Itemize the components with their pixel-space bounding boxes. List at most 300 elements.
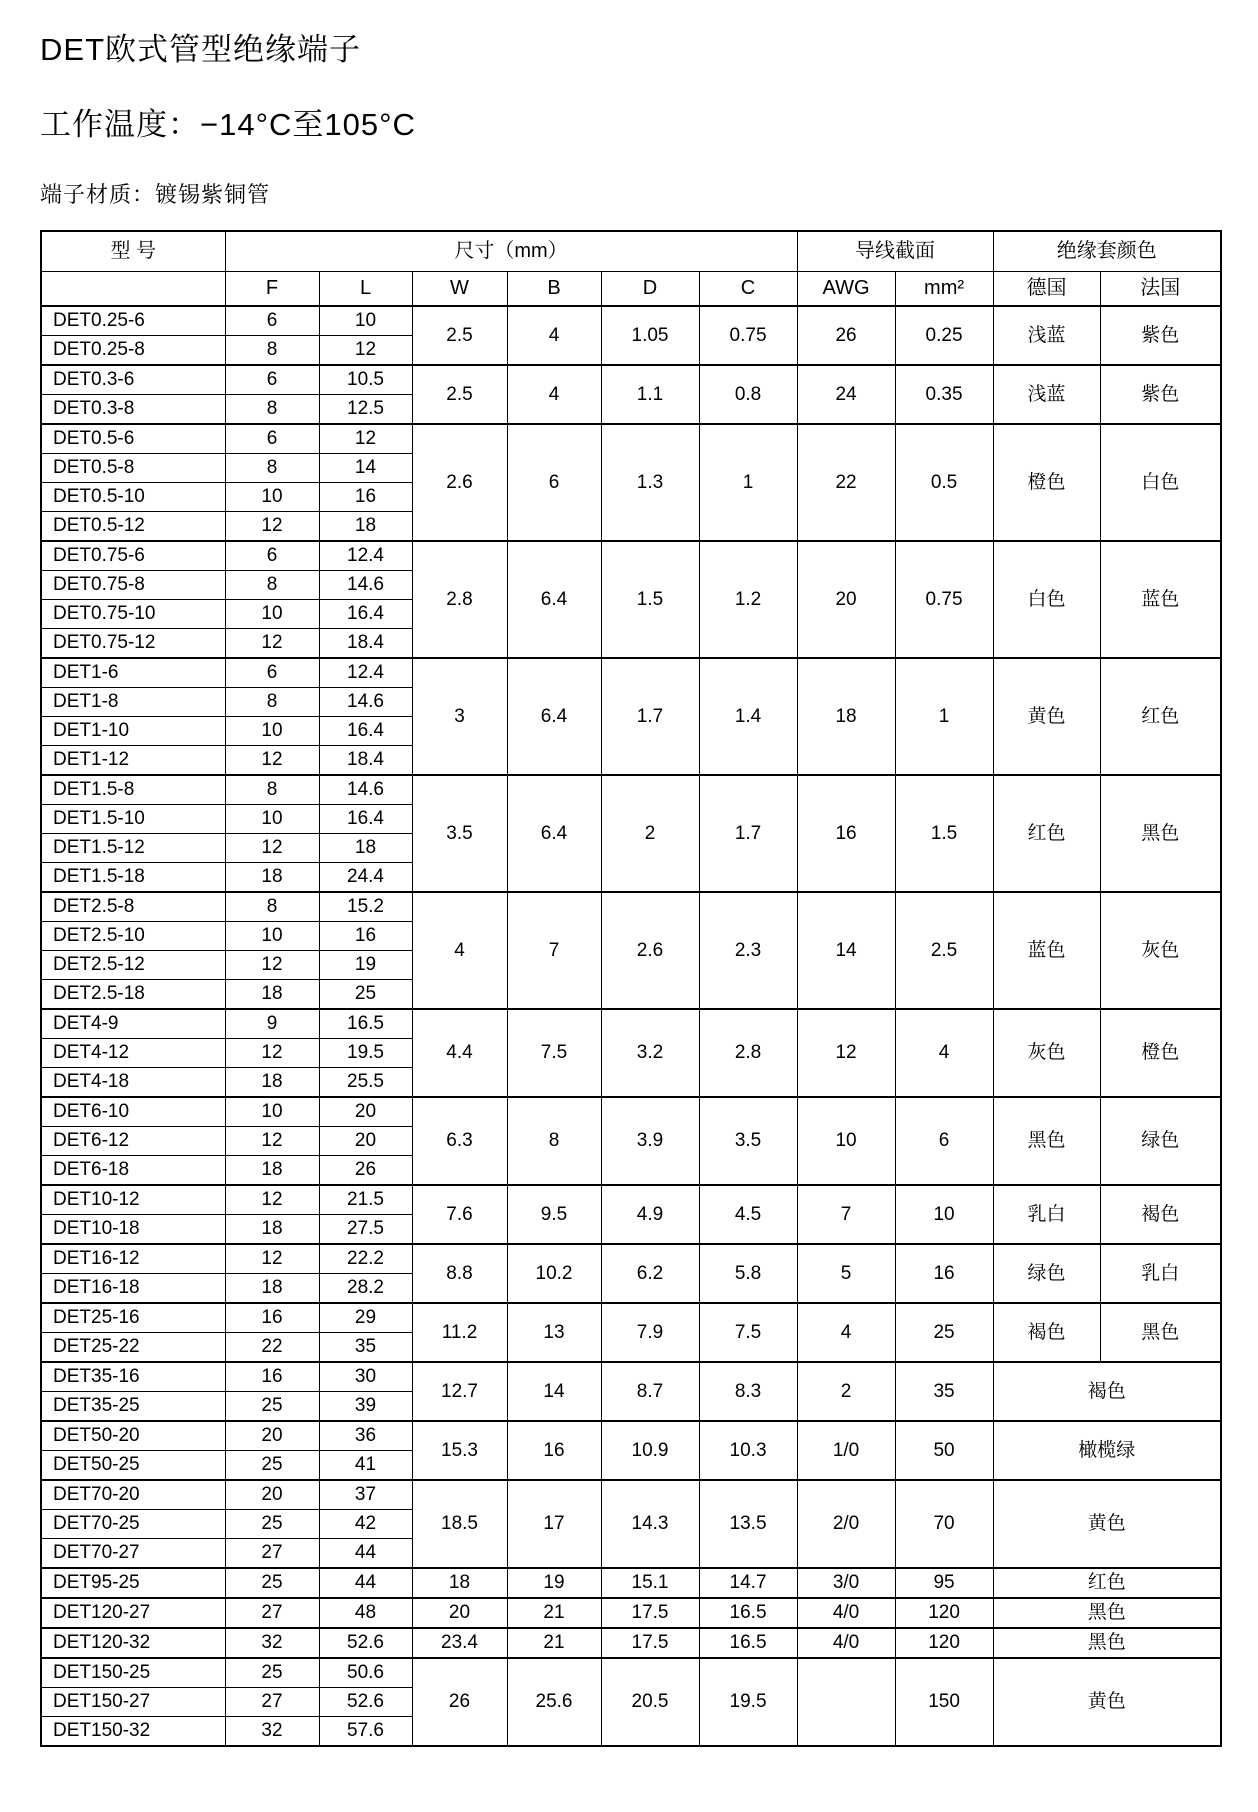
l-cell: 16.4 bbox=[319, 600, 412, 629]
b-cell: 7.5 bbox=[507, 1009, 601, 1097]
model-cell: DET0.5-6 bbox=[41, 424, 225, 454]
d-cell: 7.9 bbox=[601, 1303, 699, 1362]
f-cell: 32 bbox=[225, 1717, 319, 1747]
l-cell: 12 bbox=[319, 336, 412, 366]
model-cell: DET1.5-12 bbox=[41, 834, 225, 863]
w-cell: 11.2 bbox=[412, 1303, 507, 1362]
l-cell: 42 bbox=[319, 1510, 412, 1539]
d-cell: 1.5 bbox=[601, 541, 699, 658]
model-cell: DET0.5-10 bbox=[41, 483, 225, 512]
table-row bbox=[41, 424, 1221, 454]
model-cell: DET25-22 bbox=[41, 1333, 225, 1363]
b-cell: 4 bbox=[507, 306, 601, 365]
f-cell: 12 bbox=[225, 951, 319, 980]
c-cell: 13.5 bbox=[699, 1480, 797, 1568]
insulation-color-cell: 橄榄绿 bbox=[993, 1421, 1221, 1480]
mm2-cell: 70 bbox=[895, 1480, 993, 1568]
table-row bbox=[41, 1598, 1221, 1628]
w-cell: 26 bbox=[412, 1658, 507, 1746]
model-cell: DET0.5-8 bbox=[41, 454, 225, 483]
f-cell: 18 bbox=[225, 863, 319, 893]
mm2-cell: 0.25 bbox=[895, 306, 993, 365]
model-cell: DET70-27 bbox=[41, 1539, 225, 1569]
w-cell: 18 bbox=[412, 1568, 507, 1598]
l-cell: 12.5 bbox=[319, 395, 412, 425]
model-cell: DET6-10 bbox=[41, 1097, 225, 1127]
f-cell: 18 bbox=[225, 1068, 319, 1098]
l-cell: 14.6 bbox=[319, 775, 412, 805]
table-row bbox=[41, 1568, 1221, 1598]
model-cell: DET0.3-6 bbox=[41, 365, 225, 395]
model-cell: DET150-25 bbox=[41, 1658, 225, 1688]
model-cell: DET1.5-18 bbox=[41, 863, 225, 893]
l-cell: 52.6 bbox=[319, 1628, 412, 1658]
l-cell: 25.5 bbox=[319, 1068, 412, 1098]
spec-table-body bbox=[41, 306, 1221, 1746]
c-cell: 0.75 bbox=[699, 306, 797, 365]
f-cell: 8 bbox=[225, 395, 319, 425]
model-cell: DET4-18 bbox=[41, 1068, 225, 1098]
header-wire-section: 导线截面 bbox=[797, 231, 993, 272]
f-cell: 18 bbox=[225, 1215, 319, 1245]
awg-cell: 1/0 bbox=[797, 1421, 895, 1480]
f-cell: 12 bbox=[225, 1185, 319, 1215]
l-cell: 52.6 bbox=[319, 1688, 412, 1717]
l-cell: 28.2 bbox=[319, 1274, 412, 1304]
model-cell: DET70-25 bbox=[41, 1510, 225, 1539]
model-cell: DET0.3-8 bbox=[41, 395, 225, 425]
l-cell: 19 bbox=[319, 951, 412, 980]
l-cell: 15.2 bbox=[319, 892, 412, 922]
c-cell: 1 bbox=[699, 424, 797, 541]
model-cell: DET1-10 bbox=[41, 717, 225, 746]
insulation-color-cell: 黑色 bbox=[993, 1598, 1221, 1628]
f-cell: 10 bbox=[225, 483, 319, 512]
header-col-france: 法国 bbox=[1100, 272, 1221, 307]
table-row bbox=[41, 1244, 1221, 1274]
c-cell: 14.7 bbox=[699, 1568, 797, 1598]
l-cell: 20 bbox=[319, 1127, 412, 1156]
france-color-cell: 紫色 bbox=[1100, 365, 1221, 424]
awg-cell: 7 bbox=[797, 1185, 895, 1244]
b-cell: 16 bbox=[507, 1421, 601, 1480]
f-cell: 22 bbox=[225, 1333, 319, 1363]
c-cell: 1.7 bbox=[699, 775, 797, 892]
f-cell: 32 bbox=[225, 1628, 319, 1658]
spec-table-header bbox=[41, 231, 1221, 306]
c-cell: 0.8 bbox=[699, 365, 797, 424]
b-cell: 19 bbox=[507, 1568, 601, 1598]
awg-cell: 5 bbox=[797, 1244, 895, 1303]
c-cell: 3.5 bbox=[699, 1097, 797, 1185]
f-cell: 12 bbox=[225, 834, 319, 863]
table-row bbox=[41, 775, 1221, 805]
table-row bbox=[41, 892, 1221, 922]
model-cell: DET120-27 bbox=[41, 1598, 225, 1628]
insulation-color-cell: 褐色 bbox=[993, 1362, 1221, 1421]
w-cell: 2.5 bbox=[412, 365, 507, 424]
model-cell: DET16-18 bbox=[41, 1274, 225, 1304]
germany-color-cell: 红色 bbox=[993, 775, 1100, 892]
c-cell: 19.5 bbox=[699, 1658, 797, 1746]
table-row bbox=[41, 1658, 1221, 1688]
w-cell: 3.5 bbox=[412, 775, 507, 892]
model-cell: DET2.5-12 bbox=[41, 951, 225, 980]
germany-color-cell: 白色 bbox=[993, 541, 1100, 658]
c-cell: 10.3 bbox=[699, 1421, 797, 1480]
mm2-cell: 95 bbox=[895, 1568, 993, 1598]
f-cell: 8 bbox=[225, 892, 319, 922]
d-cell: 1.05 bbox=[601, 306, 699, 365]
l-cell: 16 bbox=[319, 922, 412, 951]
france-color-cell: 黑色 bbox=[1100, 1303, 1221, 1362]
awg-cell: 3/0 bbox=[797, 1568, 895, 1598]
l-cell: 50.6 bbox=[319, 1658, 412, 1688]
mm2-cell: 35 bbox=[895, 1362, 993, 1421]
d-cell: 3.2 bbox=[601, 1009, 699, 1097]
l-cell: 41 bbox=[319, 1451, 412, 1481]
france-color-cell: 蓝色 bbox=[1100, 541, 1221, 658]
header-col-germany: 德国 bbox=[993, 272, 1100, 307]
l-cell: 18.4 bbox=[319, 629, 412, 659]
l-cell: 12.4 bbox=[319, 541, 412, 571]
table-row bbox=[41, 306, 1221, 336]
table-row bbox=[41, 1362, 1221, 1392]
table-row bbox=[41, 1421, 1221, 1451]
l-cell: 12 bbox=[319, 424, 412, 454]
table-row bbox=[41, 658, 1221, 688]
mm2-cell: 6 bbox=[895, 1097, 993, 1185]
f-cell: 10 bbox=[225, 805, 319, 834]
f-cell: 6 bbox=[225, 658, 319, 688]
awg-cell: 26 bbox=[797, 306, 895, 365]
header-empty bbox=[41, 272, 225, 307]
f-cell: 6 bbox=[225, 306, 319, 336]
mm2-cell: 1 bbox=[895, 658, 993, 775]
b-cell: 25.6 bbox=[507, 1658, 601, 1746]
f-cell: 12 bbox=[225, 629, 319, 659]
germany-color-cell: 灰色 bbox=[993, 1009, 1100, 1097]
d-cell: 2 bbox=[601, 775, 699, 892]
d-cell: 20.5 bbox=[601, 1658, 699, 1746]
c-cell: 8.3 bbox=[699, 1362, 797, 1421]
w-cell: 3 bbox=[412, 658, 507, 775]
f-cell: 12 bbox=[225, 1039, 319, 1068]
l-cell: 14.6 bbox=[319, 688, 412, 717]
model-cell: DET25-16 bbox=[41, 1303, 225, 1333]
awg-cell: 4 bbox=[797, 1303, 895, 1362]
d-cell: 15.1 bbox=[601, 1568, 699, 1598]
model-cell: DET10-12 bbox=[41, 1185, 225, 1215]
header-col-awg: AWG bbox=[797, 272, 895, 307]
insulation-color-cell: 黑色 bbox=[993, 1628, 1221, 1658]
d-cell: 1.7 bbox=[601, 658, 699, 775]
d-cell: 17.5 bbox=[601, 1628, 699, 1658]
france-color-cell: 白色 bbox=[1100, 424, 1221, 541]
insulation-color-cell: 黄色 bbox=[993, 1480, 1221, 1568]
b-cell: 6 bbox=[507, 424, 601, 541]
l-cell: 37 bbox=[319, 1480, 412, 1510]
f-cell: 27 bbox=[225, 1598, 319, 1628]
w-cell: 8.8 bbox=[412, 1244, 507, 1303]
f-cell: 12 bbox=[225, 1244, 319, 1274]
france-color-cell: 紫色 bbox=[1100, 306, 1221, 365]
f-cell: 8 bbox=[225, 336, 319, 366]
f-cell: 10 bbox=[225, 600, 319, 629]
page-title: DET欧式管型绝缘端子 bbox=[40, 32, 361, 67]
mm2-cell: 120 bbox=[895, 1628, 993, 1658]
l-cell: 48 bbox=[319, 1598, 412, 1628]
l-cell: 18 bbox=[319, 512, 412, 542]
model-cell: DET0.75-8 bbox=[41, 571, 225, 600]
spec-table bbox=[40, 230, 1222, 1747]
f-cell: 16 bbox=[225, 1362, 319, 1392]
f-cell: 9 bbox=[225, 1009, 319, 1039]
l-cell: 20 bbox=[319, 1097, 412, 1127]
l-cell: 22.2 bbox=[319, 1244, 412, 1274]
header-col-c: C bbox=[699, 272, 797, 307]
f-cell: 10 bbox=[225, 1097, 319, 1127]
l-cell: 14.6 bbox=[319, 571, 412, 600]
mm2-cell: 2.5 bbox=[895, 892, 993, 1009]
c-cell: 1.2 bbox=[699, 541, 797, 658]
mm2-cell: 16 bbox=[895, 1244, 993, 1303]
d-cell: 3.9 bbox=[601, 1097, 699, 1185]
f-cell: 27 bbox=[225, 1539, 319, 1569]
france-color-cell: 黑色 bbox=[1100, 775, 1221, 892]
table-row bbox=[41, 1480, 1221, 1510]
f-cell: 6 bbox=[225, 541, 319, 571]
awg-cell: 22 bbox=[797, 424, 895, 541]
france-color-cell: 绿色 bbox=[1100, 1097, 1221, 1185]
model-cell: DET1-8 bbox=[41, 688, 225, 717]
table-row bbox=[41, 1303, 1221, 1333]
f-cell: 6 bbox=[225, 365, 319, 395]
f-cell: 10 bbox=[225, 922, 319, 951]
table-row bbox=[41, 1185, 1221, 1215]
model-cell: DET2.5-18 bbox=[41, 980, 225, 1010]
france-color-cell: 红色 bbox=[1100, 658, 1221, 775]
l-cell: 44 bbox=[319, 1539, 412, 1569]
l-cell: 16.4 bbox=[319, 717, 412, 746]
c-cell: 2.3 bbox=[699, 892, 797, 1009]
model-cell: DET35-16 bbox=[41, 1362, 225, 1392]
b-cell: 14 bbox=[507, 1362, 601, 1421]
f-cell: 25 bbox=[225, 1658, 319, 1688]
model-cell: DET150-27 bbox=[41, 1688, 225, 1717]
awg-cell: 20 bbox=[797, 541, 895, 658]
f-cell: 6 bbox=[225, 424, 319, 454]
mm2-cell: 25 bbox=[895, 1303, 993, 1362]
b-cell: 10.2 bbox=[507, 1244, 601, 1303]
l-cell: 10 bbox=[319, 306, 412, 336]
d-cell: 6.2 bbox=[601, 1244, 699, 1303]
l-cell: 24.4 bbox=[319, 863, 412, 893]
mm2-cell: 0.5 bbox=[895, 424, 993, 541]
d-cell: 14.3 bbox=[601, 1480, 699, 1568]
b-cell: 6.4 bbox=[507, 541, 601, 658]
f-cell: 18 bbox=[225, 1156, 319, 1186]
header-col-w: W bbox=[412, 272, 507, 307]
working-temperature-line: 工作温度：−14°C至105°C bbox=[40, 107, 416, 142]
l-cell: 36 bbox=[319, 1421, 412, 1451]
model-cell: DET1-12 bbox=[41, 746, 225, 776]
f-cell: 25 bbox=[225, 1568, 319, 1598]
awg-cell: 16 bbox=[797, 775, 895, 892]
w-cell: 4.4 bbox=[412, 1009, 507, 1097]
france-color-cell: 乳白 bbox=[1100, 1244, 1221, 1303]
l-cell: 18.4 bbox=[319, 746, 412, 776]
f-cell: 27 bbox=[225, 1688, 319, 1717]
model-cell: DET0.75-12 bbox=[41, 629, 225, 659]
b-cell: 7 bbox=[507, 892, 601, 1009]
b-cell: 6.4 bbox=[507, 775, 601, 892]
f-cell: 8 bbox=[225, 775, 319, 805]
header-dimensions: 尺寸（mm） bbox=[225, 231, 797, 272]
l-cell: 57.6 bbox=[319, 1717, 412, 1747]
header-col-d: D bbox=[601, 272, 699, 307]
d-cell: 17.5 bbox=[601, 1598, 699, 1628]
awg-cell: 18 bbox=[797, 658, 895, 775]
b-cell: 21 bbox=[507, 1598, 601, 1628]
header-model: 型 号 bbox=[41, 231, 225, 272]
b-cell: 6.4 bbox=[507, 658, 601, 775]
germany-color-cell: 乳白 bbox=[993, 1185, 1100, 1244]
f-cell: 25 bbox=[225, 1510, 319, 1539]
d-cell: 10.9 bbox=[601, 1421, 699, 1480]
l-cell: 14 bbox=[319, 454, 412, 483]
c-cell: 16.5 bbox=[699, 1628, 797, 1658]
d-cell: 4.9 bbox=[601, 1185, 699, 1244]
mm2-cell: 150 bbox=[895, 1658, 993, 1746]
l-cell: 27.5 bbox=[319, 1215, 412, 1245]
awg-cell bbox=[797, 1658, 895, 1746]
f-cell: 20 bbox=[225, 1421, 319, 1451]
w-cell: 2.8 bbox=[412, 541, 507, 658]
l-cell: 18 bbox=[319, 834, 412, 863]
w-cell: 23.4 bbox=[412, 1628, 507, 1658]
b-cell: 8 bbox=[507, 1097, 601, 1185]
model-cell: DET120-32 bbox=[41, 1628, 225, 1658]
mm2-cell: 0.35 bbox=[895, 365, 993, 424]
b-cell: 17 bbox=[507, 1480, 601, 1568]
model-cell: DET35-25 bbox=[41, 1392, 225, 1422]
model-cell: DET1.5-8 bbox=[41, 775, 225, 805]
table-row bbox=[41, 1628, 1221, 1658]
awg-cell: 4/0 bbox=[797, 1598, 895, 1628]
d-cell: 1.3 bbox=[601, 424, 699, 541]
w-cell: 15.3 bbox=[412, 1421, 507, 1480]
f-cell: 12 bbox=[225, 1127, 319, 1156]
model-cell: DET4-12 bbox=[41, 1039, 225, 1068]
insulation-color-cell: 黄色 bbox=[993, 1658, 1221, 1746]
l-cell: 19.5 bbox=[319, 1039, 412, 1068]
model-cell: DET2.5-8 bbox=[41, 892, 225, 922]
table-row bbox=[41, 1009, 1221, 1039]
germany-color-cell: 蓝色 bbox=[993, 892, 1100, 1009]
d-cell: 2.6 bbox=[601, 892, 699, 1009]
mm2-cell: 0.75 bbox=[895, 541, 993, 658]
w-cell: 7.6 bbox=[412, 1185, 507, 1244]
germany-color-cell: 浅蓝 bbox=[993, 365, 1100, 424]
d-cell: 1.1 bbox=[601, 365, 699, 424]
model-cell: DET70-20 bbox=[41, 1480, 225, 1510]
w-cell: 18.5 bbox=[412, 1480, 507, 1568]
f-cell: 10 bbox=[225, 717, 319, 746]
france-color-cell: 橙色 bbox=[1100, 1009, 1221, 1097]
w-cell: 20 bbox=[412, 1598, 507, 1628]
model-cell: DET10-18 bbox=[41, 1215, 225, 1245]
w-cell: 2.6 bbox=[412, 424, 507, 541]
l-cell: 44 bbox=[319, 1568, 412, 1598]
header-col-l: L bbox=[319, 272, 412, 307]
f-cell: 18 bbox=[225, 1274, 319, 1304]
model-cell: DET0.25-6 bbox=[41, 306, 225, 336]
d-cell: 8.7 bbox=[601, 1362, 699, 1421]
model-cell: DET4-9 bbox=[41, 1009, 225, 1039]
table-row bbox=[41, 1097, 1221, 1127]
germany-color-cell: 黄色 bbox=[993, 658, 1100, 775]
table-row bbox=[41, 365, 1221, 395]
l-cell: 26 bbox=[319, 1156, 412, 1186]
france-color-cell: 褐色 bbox=[1100, 1185, 1221, 1244]
model-cell: DET50-25 bbox=[41, 1451, 225, 1481]
mm2-cell: 120 bbox=[895, 1598, 993, 1628]
model-cell: DET1-6 bbox=[41, 658, 225, 688]
f-cell: 20 bbox=[225, 1480, 319, 1510]
model-cell: DET16-12 bbox=[41, 1244, 225, 1274]
b-cell: 13 bbox=[507, 1303, 601, 1362]
model-cell: DET6-18 bbox=[41, 1156, 225, 1186]
w-cell: 2.5 bbox=[412, 306, 507, 365]
table-row bbox=[41, 541, 1221, 571]
germany-color-cell: 黑色 bbox=[993, 1097, 1100, 1185]
awg-cell: 4/0 bbox=[797, 1628, 895, 1658]
model-cell: DET0.5-12 bbox=[41, 512, 225, 542]
b-cell: 21 bbox=[507, 1628, 601, 1658]
header-col-mm2: mm² bbox=[895, 272, 993, 307]
insulation-color-cell: 红色 bbox=[993, 1568, 1221, 1598]
f-cell: 16 bbox=[225, 1303, 319, 1333]
terminal-material-line: 端子材质：镀锡紫铜管 bbox=[40, 182, 271, 207]
l-cell: 30 bbox=[319, 1362, 412, 1392]
model-cell: DET150-32 bbox=[41, 1717, 225, 1747]
l-cell: 16.5 bbox=[319, 1009, 412, 1039]
c-cell: 5.8 bbox=[699, 1244, 797, 1303]
b-cell: 9.5 bbox=[507, 1185, 601, 1244]
header-insulation-color: 绝缘套颜色 bbox=[993, 231, 1221, 272]
header-col-f: F bbox=[225, 272, 319, 307]
awg-cell: 14 bbox=[797, 892, 895, 1009]
c-cell: 2.8 bbox=[699, 1009, 797, 1097]
l-cell: 25 bbox=[319, 980, 412, 1010]
model-cell: DET0.75-6 bbox=[41, 541, 225, 571]
mm2-cell: 10 bbox=[895, 1185, 993, 1244]
germany-color-cell: 绿色 bbox=[993, 1244, 1100, 1303]
mm2-cell: 4 bbox=[895, 1009, 993, 1097]
awg-cell: 10 bbox=[797, 1097, 895, 1185]
model-cell: DET50-20 bbox=[41, 1421, 225, 1451]
c-cell: 4.5 bbox=[699, 1185, 797, 1244]
l-cell: 21.5 bbox=[319, 1185, 412, 1215]
header-col-b: B bbox=[507, 272, 601, 307]
c-cell: 16.5 bbox=[699, 1598, 797, 1628]
l-cell: 16.4 bbox=[319, 805, 412, 834]
f-cell: 8 bbox=[225, 571, 319, 600]
f-cell: 8 bbox=[225, 454, 319, 483]
germany-color-cell: 橙色 bbox=[993, 424, 1100, 541]
f-cell: 25 bbox=[225, 1392, 319, 1422]
